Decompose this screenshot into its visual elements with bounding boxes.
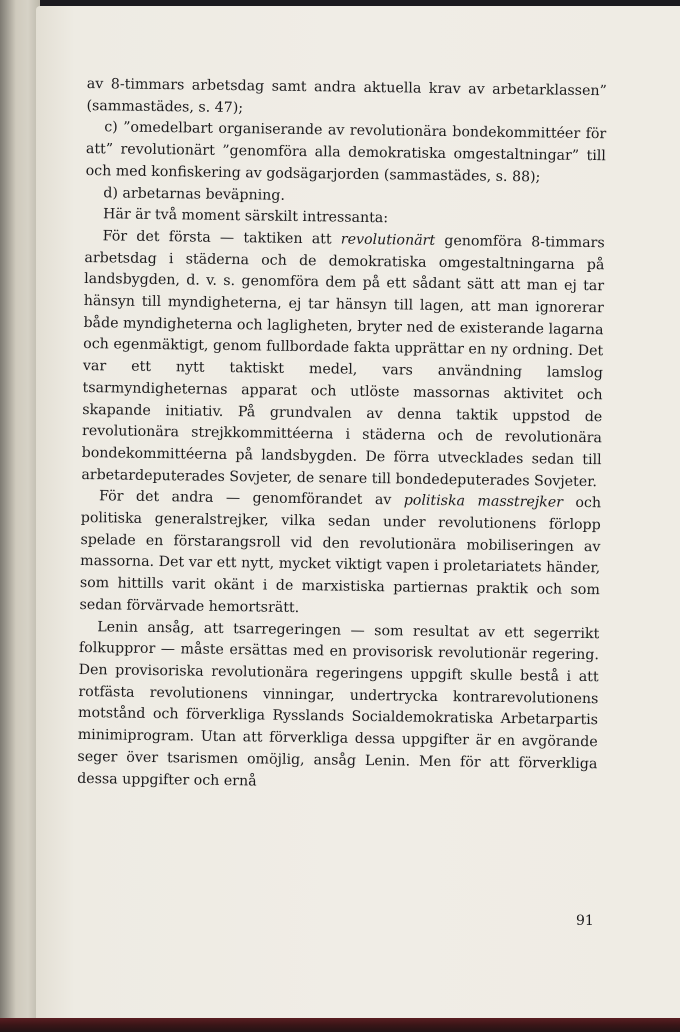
paragraph-text: Här är två moment särskilt intressanta: [102,206,389,227]
emphasis-text: revolutionärt [340,231,436,249]
book-cover-edge [0,1018,680,1032]
page-number: 91 [576,913,594,929]
paragraph-5 [81,226,605,494]
paragraph-1 [86,74,607,125]
paragraph-2 [85,117,606,189]
emphasis-text: politiska masstrejker [403,492,564,512]
body-text [77,74,607,797]
facing-page-edge [0,0,40,1032]
paragraph-text: av 8-timmars arbetsdag samt andra aktuella krav av arbetarklassen” (sammastädes, s. 47); [86,75,607,116]
paragraph-text: För det första — taktiken att [102,228,341,248]
paragraph-text: och politiska generalstrejker, vilka sedan under revolutionens förlopp spelade en förstarangsroll vid den revolutionära mobiliseringen av massorna. Det var ett nytt, mycket viktigt vapen i proletariatets händer, som hittills varit okänt i de marxistiska partiernas praktik och som sedan förvärvade hemortsrätt. [79,495,602,616]
paragraph-6 [79,486,601,623]
paragraph-7 [77,617,599,798]
paragraph-text: genomföra 8-timmars arbetsdag i städerna och de demokratiska omgestaltningarna på landsbygden, d. v. s. genomföra dem på ett sådant sätt att man ej tar hänsyn till myndigheterna, ej tar hänsyn till lagen, att man ignorerar både myndigheterna och lagligheten, bryter ned de existerande lagarna och egenmäktigt, genom fullbordade fakta upprättar en ny ordning. Det var ett nytt taktiskt medel, vars användning lamslog tsarmyndigheternas apparat och utlöste massornas aktivitet och skapande initiativ. På grundvalen av denna taktik uppstod de revolutionära strejkkommittéerna i städerna och de revolutionära bondekommittéerna på landsbygden. De förra utvecklades sedan till arbetardeputerades Sovjeter, de senare till bondedeputerades Sovjeter. [81,232,605,490]
paragraph-text: Lenin ansåg, att tsarregeringen — som resultat av ett segerrikt folkuppror — måste ersättas med en provisorisk revolutionär regering. Den provisoriska revolutionära regeringens uppgift skulle bestå i att rotfästa revolutionens vinningar, undertrycka kontrarevolutionens motstånd och förverkliga Rysslands Socialdemokratiska Arbetarpartis minimiprogram. Utan att förverkliga dessa uppgifter är en avgörande seger över tsarismen omöjlig, ansåg Lenin. Men för att förverkliga dessa uppgifter och ernå [77,618,600,789]
paragraph-text: c) ”omedelbart organiserande av revolutionära bondekommittéer för att” revolutionärt ”genomföra alla demokratiska omgestaltningar” till och med konfiskering av godsägarjorden (sammastädes, s. 88); [85,119,607,186]
paragraph-text: För det andra — genomförandet av [98,488,404,509]
paragraph-text: d) arbetarnas beväpning. [103,184,286,204]
